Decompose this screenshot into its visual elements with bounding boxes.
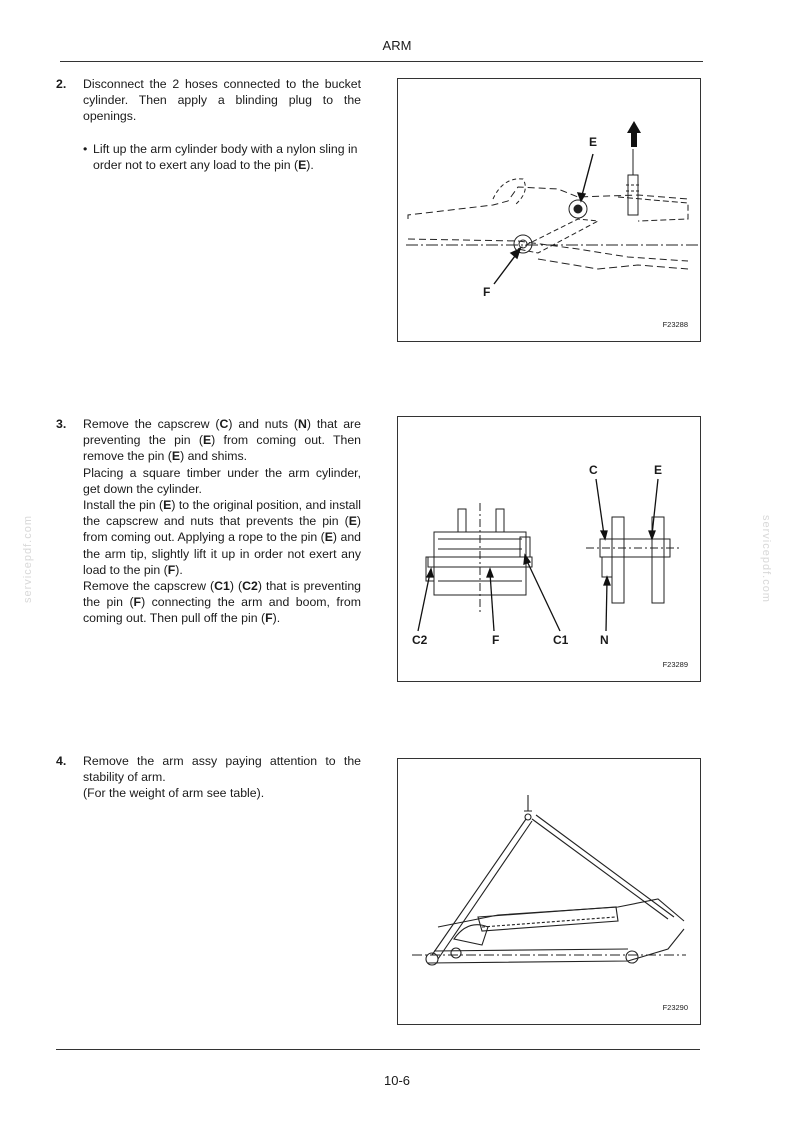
step-number: 3. [56, 417, 67, 431]
arrow-head-c [601, 531, 607, 539]
lift-arrow-icon [627, 121, 641, 147]
arm-outline-lower [408, 239, 688, 261]
step-text: Disconnect the 2 hoses connected to the bucket cylinder. Then apply a blinding plug to the openings. [83, 77, 361, 124]
figure-label-n: N [600, 633, 609, 647]
figure-label-f: F [483, 285, 491, 299]
page-number: 10-6 [383, 1073, 411, 1088]
hook [524, 795, 532, 811]
figure-label-c1: C1 [553, 633, 569, 647]
leader-f [490, 573, 494, 631]
figure-step-4 [397, 758, 701, 1025]
leader-f [494, 252, 518, 284]
pin-capscrew-drawing [398, 417, 700, 681]
figure-code: F23288 [662, 320, 688, 329]
figure-label-e: E [654, 463, 663, 477]
arrow-head-f [487, 569, 493, 577]
step-number: 4. [56, 754, 67, 768]
header-rule [60, 61, 703, 62]
pin-ref: E [298, 157, 307, 172]
leader-c1 [526, 559, 560, 631]
figure-label-c2: C2 [412, 633, 428, 647]
leader-c [596, 479, 604, 535]
arm-lifting-drawing [398, 759, 700, 1024]
arrow-head-c1 [524, 555, 530, 564]
watermark-left: servicepdf.com [22, 515, 34, 603]
bullet-text-end: ). [306, 157, 314, 172]
right-plate-right [652, 517, 664, 603]
footer-rule [56, 1049, 700, 1050]
figure-code: F23290 [662, 1003, 688, 1012]
leader-c2 [418, 573, 430, 631]
cylinder [478, 907, 618, 931]
arrow-head-n [604, 577, 610, 585]
figure-label-c: C [589, 463, 598, 477]
figure-label-f: F [492, 633, 500, 647]
page-header-title: ARM [382, 38, 412, 53]
right-plate-left [612, 517, 624, 603]
pin-link [451, 948, 461, 958]
leader-e [581, 154, 593, 199]
pin-e-inner [574, 205, 582, 213]
pin-top [525, 814, 531, 820]
figure-label-e: E [589, 135, 598, 149]
step-3 [56, 416, 361, 627]
nut-n [602, 557, 612, 577]
leader-e [652, 479, 658, 535]
bullet-text: Lift up the arm cylinder body with a nylon sling in order not to exert any load to the pin ( [93, 141, 358, 172]
figure-code: F23289 [662, 660, 688, 669]
step-text: Remove the capscrew (C) and nuts (N) that are preventing the pin (E) from coming out. Then remove the pin (E) and shims. Placing a square timber under the arm cylinder, get down the cylinder. Install the pin (E) to the original position, and install the capscrew and nuts that prevents the pin (E) from coming out. Applying a rope to the pin (E) and the arm tip, slightly lift it up in order not exert any load to the pin (F). Remove the capscrew (C1) (C2) that is preventing the pin (F) connecting the arm and boom, from coming out. Then pull off the pin (F). [83, 417, 361, 626]
pin-rear [626, 951, 638, 963]
left-bracket-top [458, 509, 504, 532]
sling-right [532, 815, 674, 919]
bucket-link [493, 179, 525, 204]
arm-bottom-plate [434, 949, 628, 951]
step-2 [56, 76, 361, 173]
sling-left [432, 819, 532, 959]
arm-body-bottom [428, 929, 684, 963]
step-4 [56, 753, 361, 802]
step-number: 2. [56, 77, 67, 91]
cylinder-rod [482, 917, 616, 927]
bullet-dot-icon: • [83, 141, 88, 156]
watermark-right: servicepdf.com [760, 515, 772, 603]
step-text: Remove the arm assy paying attention to the stability of arm. [83, 754, 361, 785]
arrow-head-f [511, 249, 520, 258]
step-note: (For the weight of arm see table). [83, 786, 265, 801]
figure-step-3 [397, 416, 701, 682]
cylinder-body [518, 219, 598, 253]
arrow-head-c2 [427, 569, 433, 577]
figure-step-2 [397, 78, 701, 342]
arrow-head-e [649, 531, 655, 539]
leader-n [606, 581, 607, 631]
bullet-item [83, 141, 361, 173]
arm-cylinder-sling-drawing [398, 79, 700, 341]
lower-edge [538, 259, 688, 269]
arm-outline-upper [408, 187, 688, 219]
